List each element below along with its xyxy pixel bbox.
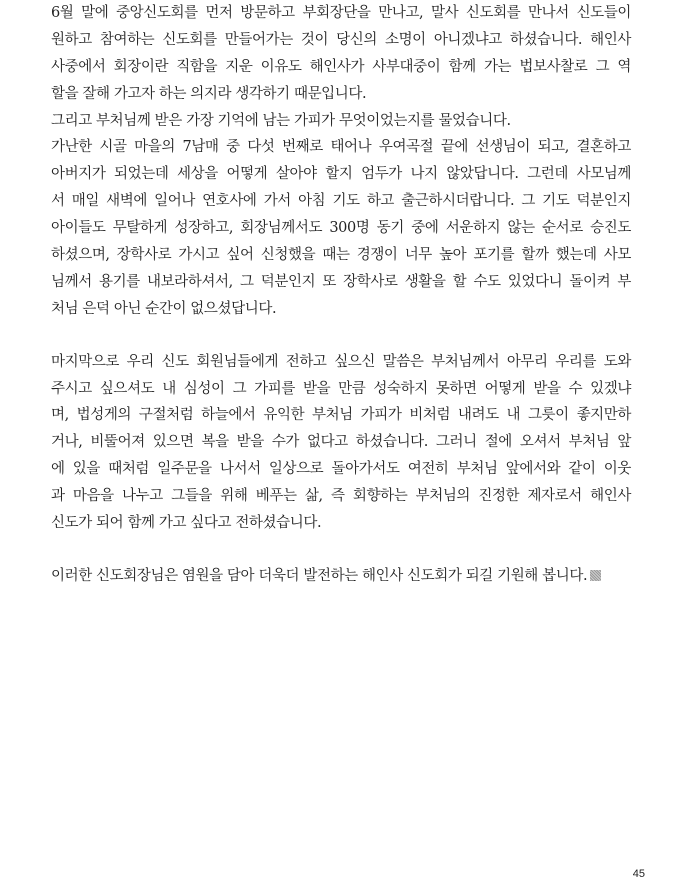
- text-line: 과 마음을 나누고 그들을 위해 베푸는 삶, 즉 회향하는 부처님의 진정한 제자로서 해인사: [51, 488, 631, 505]
- text-line: 아버지가 되었는데 세상을 어떻게 살아야 할지 엄두가 나지 않았답니다. 그런데 사모님께: [51, 166, 631, 183]
- end-mark-icon: [590, 570, 601, 581]
- text-line: 아이들도 무탈하게 성장하고, 회장님께서도 300명 동기 중에 서운하지 않는 순서로 승진도: [51, 220, 631, 237]
- text-line-final: [51, 563, 631, 590]
- text-line: 6월 말에 중앙신도회를 먼저 방문하고 부회장단을 만나고, 말사 신도회를 만나서 신도들이: [51, 5, 631, 21]
- text-line: 에 있을 때처럼 일주문을 나서서 일상으로 돌아가서도 여전히 부처님 앞에서와 같이 이웃: [51, 461, 631, 478]
- text-line: 주시고 싶으셔도 내 심성이 그 가피를 받을 만큼 성숙하지 못하면 어떻게 받을 수 있겠냐: [51, 380, 631, 397]
- text-line: 거나, 비뚤어져 있으면 복을 받을 수가 없다고 하셨습니다. 그러니 절에 오셔서 부처님 앞: [51, 434, 631, 451]
- paragraph-4: [51, 349, 631, 537]
- paragraph-5: [51, 563, 631, 590]
- text-line: 며, 법성게의 구절처럼 하늘에서 유익한 부처님 가피가 비처럼 내려도 내 그릇이 좋지만하: [51, 407, 631, 424]
- text-line: 사중에서 회장이란 직함을 지운 이유도 해인사가 사부대중이 함께 가는 법보사찰로 그 역: [51, 58, 631, 75]
- paragraph-gap: [51, 537, 631, 563]
- text-line: 가난한 시골 마을의 7남매 중 다섯 번째로 태어나 우여곡절 끝에 선생님이 되고, 결혼하고: [51, 139, 631, 156]
- text-line: 신도가 되어 함께 가고 싶다고 전하셨습니다.: [51, 515, 322, 532]
- text-line: 그리고 부처님께 받은 가장 기억에 남는 가피가 무엇이었는지를 물었습니다.: [51, 112, 511, 129]
- paragraph-gap: [51, 323, 631, 349]
- paragraph-2: [51, 108, 631, 135]
- paragraph-3: [51, 134, 631, 322]
- text-line: 님께서 용기를 내보라하셔서, 그 덕분인지 또 장학사로 생활을 할 수도 있었다니 돌이켜 부: [51, 273, 631, 290]
- final-sentence: 이러한 신도회장님은 염원을 담아 더욱더 발전하는 해인사 신도회가 되길 기원해 봅니다.: [51, 567, 588, 584]
- text-line: 처님 은덕 아닌 순간이 없으셨답니다.: [51, 300, 277, 317]
- article-body: [51, 0, 631, 590]
- text-line: 원하고 참여하는 신도회를 만들어가는 것이 당신의 소명이 아니겠냐고 하셨습니다. 해인사: [51, 31, 631, 48]
- paragraph-1: [51, 0, 631, 108]
- page-number: 45: [632, 868, 645, 880]
- text-line: 할을 잘해 가고자 하는 의지라 생각하기 때문입니다.: [51, 85, 367, 102]
- text-line: 마지막으로 우리 신도 회원님들에게 전하고 싶으신 말씀은 부처님께서 아무리 우리를 도와: [51, 353, 631, 370]
- text-line: 서 매일 새벽에 일어나 연호사에 가서 아침 기도 하고 출근하시더랍니다. 그 기도 덕분인지: [51, 193, 631, 210]
- text-line: 하셨으며, 장학사로 가시고 싶어 신청했을 때는 경쟁이 너무 높아 포기를 할까 했는데 사모: [51, 247, 631, 264]
